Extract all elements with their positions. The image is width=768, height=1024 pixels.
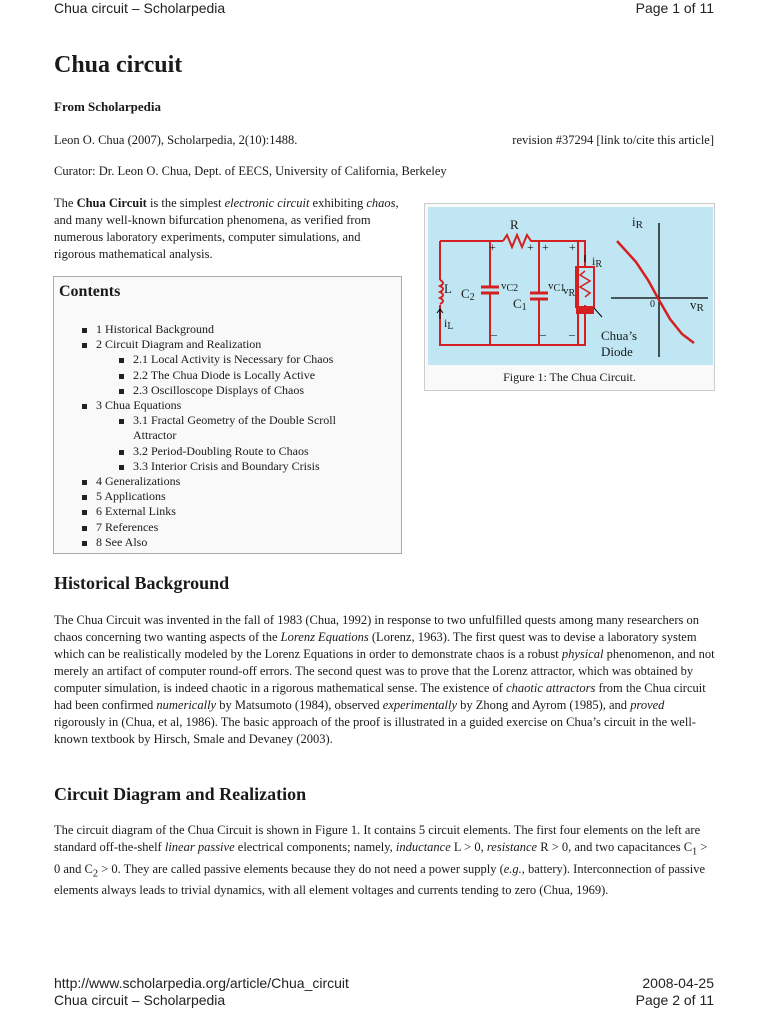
right-wire [578, 241, 580, 345]
toc-item[interactable]: 1 Historical Background [82, 322, 369, 337]
toc-item[interactable]: 6 External Links [82, 504, 369, 519]
page-title: Chua circuit [54, 52, 183, 78]
text-run: phenomenon, and not merely an artifact of computer round-off errors. The second quest was to prove that the Lorenz attractor, which was obtained by computer simulation, is indeed chaotic in a rigorous mathematical sense. The existence of [54, 647, 715, 695]
emphasis: physical [561, 647, 604, 661]
intro-bold-term: Chua Circuit [76, 196, 147, 210]
label-vr-circuit: vR [563, 285, 576, 299]
figure-1 [424, 203, 715, 391]
print-footer-date: 2008-04-25 [642, 975, 714, 991]
toc-item[interactable]: 3.3 Interior Crisis and Boundary Crisis [119, 459, 369, 474]
circuit-diagram [428, 207, 713, 365]
text-run: L > 0, [450, 840, 487, 854]
text-run: from the Chua circuit had been confirmed [54, 681, 706, 712]
chaotic-attractors-link[interactable]: chaotic attractors [506, 681, 596, 695]
emphasis: linear passive [164, 840, 235, 854]
toc-title: Contents [59, 283, 121, 300]
lorenz-equations-link[interactable]: Lorenz Equations [280, 630, 369, 644]
label-vc1: vC1 [548, 280, 566, 294]
toc-item[interactable]: 5 Applications [82, 489, 369, 504]
text-run: > 0 and C [54, 840, 708, 876]
toc-item[interactable]: 2.1 Local Activity is Necessary for Chaos [119, 352, 369, 367]
label-il: iL [444, 316, 454, 332]
print-header-title: Chua circuit – Scholarpedia [54, 0, 226, 16]
diode-pointer [594, 308, 602, 317]
toc-item[interactable]: 4 Generalizations [82, 474, 369, 489]
label-vr-axis: vR [690, 297, 704, 314]
intro-paragraph [54, 195, 404, 263]
citation: Leon O. Chua (2007), Scholarpedia, 2(10):1488. [54, 133, 298, 147]
label-ir-axis: iR [632, 214, 643, 231]
from-line: From Scholarpedia [54, 99, 162, 114]
intro-text: is the simplest [146, 196, 225, 210]
print-footer-page: Page 2 of 11 [635, 992, 714, 1008]
section-heading-circuit: Circuit Diagram and Realization [54, 784, 307, 804]
label-r: R [510, 217, 519, 232]
label-c2: C2 [461, 286, 475, 303]
print-footer-url-row [54, 975, 714, 991]
curator: Curator: Dr. Leon O. Chua, Dept. of EECS, University of California, Berkeley [54, 164, 447, 178]
print-footer-url[interactable]: http://www.scholarpedia.org/article/Chua_circuit [54, 975, 349, 991]
toc-item[interactable]: 3.1 Fractal Geometry of the Double Scroll Attractor [119, 413, 369, 443]
intro-text: , and many well-known bifurcation phenomena, as verified from numerous laboratory experiments, computer simulations, and rigorous mathematical analysis. [54, 196, 399, 261]
text-run: by Matsumoto (1984), observed [216, 698, 383, 712]
section-heading-historical: Historical Background [54, 573, 230, 593]
emphasis: experimentally [382, 698, 458, 712]
text-run: > 0. They are called passive elements because they do not need a power supply ( [98, 861, 504, 876]
intro-text: The [54, 196, 77, 210]
emphasis: numerically [156, 698, 217, 712]
label-ir: iR [592, 254, 603, 270]
print-footer-title-row [54, 992, 714, 1008]
toc-item[interactable]: 3.2 Period-Doubling Route to Chaos [119, 444, 369, 459]
toc-list [82, 322, 369, 550]
text-run: R > 0, and two capacitances C [537, 840, 693, 854]
toc-item[interactable]: 2 Circuit Diagram and Realization [82, 337, 369, 352]
print-footer-title: Chua circuit – Scholarpedia [54, 992, 226, 1008]
subscript: 2 [92, 868, 99, 879]
text-run: , battery). Interconnection of passive elements always leads to trivial dynamics, with all element voltages and currents tending to zero (Chua, 1969). [54, 861, 706, 897]
print-header-page: Page 1 of 11 [635, 0, 714, 16]
emphasis: e.g. [503, 861, 522, 876]
minus-sign: – [540, 327, 546, 341]
revision-text: revision #37294 [512, 133, 597, 147]
toc-item[interactable]: 2.2 The Chua Diode is Locally Active [119, 368, 369, 383]
diode-resistor-symbol [580, 271, 590, 297]
revision [512, 133, 714, 148]
label-diode-2: Diode [601, 344, 633, 359]
figure-image[interactable] [428, 207, 713, 365]
minus-sign: – [491, 327, 497, 341]
citation-row [54, 133, 714, 148]
plus-sign: + [527, 240, 534, 254]
text-run: by Zhong and Ayrom (1985), and [457, 698, 631, 712]
plus-sign: + [542, 240, 549, 254]
text-run: The Chua Circuit was invented in the fall of 1983 (Chua, 1992) in response to two unfulfilled quests among many researchers on chaos concerning two wanting aspects of the [54, 613, 699, 644]
minus-sign: – [569, 327, 575, 341]
plus-sign: + [569, 240, 576, 254]
print-header [54, 0, 714, 16]
subscript: 1 [692, 846, 698, 858]
cite-link[interactable]: [link to/cite this article] [596, 133, 714, 147]
label-vc2: vC2 [501, 280, 519, 294]
label-c1: C1 [513, 296, 527, 313]
intro-text: exhibiting [309, 196, 367, 210]
chaos-link[interactable]: chaos [366, 196, 396, 210]
toc-item[interactable]: 2.3 Oscilloscope Displays of Chaos [119, 383, 369, 398]
paragraph-historical [54, 612, 716, 748]
label-origin: 0 [650, 299, 655, 310]
text-run: (Lorenz, 1963). The first quest was to devise a laboratory system which can be realistically modeled by the Lorenz Equations in order to demonstrate chaos is a robust [54, 630, 697, 661]
emphasis: resistance [486, 840, 538, 854]
text-run: electrical components; namely, [234, 840, 396, 854]
label-diode-1: Chua’s [601, 328, 638, 343]
toc-item[interactable]: 3 Chua Equations [82, 398, 369, 413]
electronic-circuit-link[interactable]: electronic circuit [224, 196, 310, 210]
emphasis: proved [630, 698, 665, 712]
inductor-l [440, 280, 443, 304]
text-run: The circuit diagram of the Chua Circuit is shown in Figure 1. It contains 5 circuit elements. The first four elements on the left are standard off-the-shelf [54, 823, 701, 854]
table-of-contents [53, 276, 402, 554]
label-l: L [444, 281, 452, 296]
toc-item[interactable]: 8 See Also [82, 535, 369, 550]
toc-item[interactable]: 7 References [82, 520, 369, 535]
paragraph-circuit [54, 822, 716, 899]
text-run: rigorously in (Chua, et al, 1986). The basic approach of the proof is illustrated in a guided exercise on Chua’s circuit in the well-known textbook by Hirsch, Smale and Devaney (2003). [54, 715, 696, 746]
diode-band [576, 307, 594, 314]
emphasis: inductance [395, 840, 451, 854]
plus-sign: + [489, 240, 496, 254]
figure-caption: Figure 1: The Chua Circuit. [503, 370, 636, 384]
